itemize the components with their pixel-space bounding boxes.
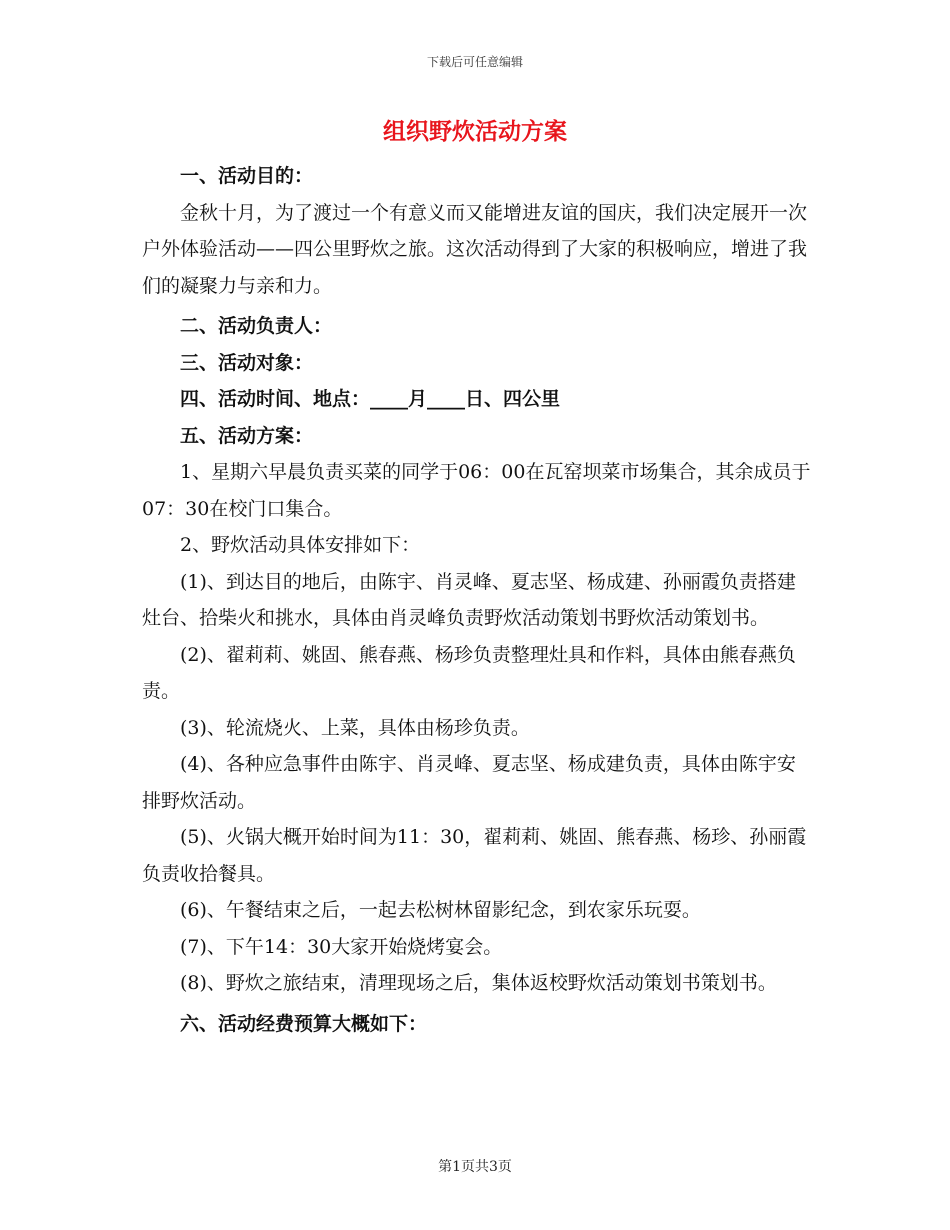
page-footer: 第1页共3页 bbox=[438, 1159, 512, 1175]
document-body bbox=[142, 158, 814, 1042]
document-title: 组织野炊活动方案 bbox=[383, 118, 567, 145]
plan-item-2: 2、野炊活动具体安排如下： bbox=[180, 534, 421, 556]
plan-item-1: 1、星期六早晨负责买菜的同学于06：00在瓦窑坝菜市场集合，其余成员于07：30在校门口集合。 bbox=[142, 461, 811, 520]
section-heading-time-place: 四、活动时间、地点：____月____日、四公里 bbox=[180, 388, 561, 410]
plan-subitem-1: (1)、到达目的地后，由陈宇、肖灵峰、夏志坚、杨成建、孙丽霞负责搭建灶台、拾柴火和挑水，具体由肖灵峰负责野炊活动策划书野炊活动策划书。 bbox=[142, 570, 796, 629]
section-heading-plan: 五、活动方案： bbox=[180, 424, 314, 447]
plan-subitem-3: (3)、轮流烧火、上菜，具体由杨珍负责。 bbox=[180, 716, 530, 739]
section-heading-purpose: 一、活动目的： bbox=[180, 165, 314, 187]
page-header: 下载后可任意编辑 bbox=[426, 55, 523, 69]
plan-subitem-8: (8)、野炊之旅结束，清理现场之后，集体返校野炊活动策划书策划书。 bbox=[180, 972, 777, 994]
section-heading-leader: 二、活动负责人： bbox=[180, 315, 333, 337]
plan-subitem-2: (2)、翟莉莉、姚固、熊春燕、杨珍负责整理灶具和作料，具体由熊春燕负责。 bbox=[142, 643, 796, 702]
plan-subitem-6: (6)、午餐结束之后，一起去松树林留影纪念，到农家乐玩耍。 bbox=[180, 899, 701, 921]
plan-subitem-5: (5)、火锅大概开始时间为11：30，翟莉莉、姚固、熊春燕、杨珍、孙丽霞负责收拾餐具。 bbox=[142, 826, 807, 885]
section-heading-target: 三、活动对象： bbox=[180, 351, 314, 374]
purpose-paragraph: 金秋十月，为了渡过一个有意义而又能增进友谊的国庆，我们决定展开一次户外体验活动——四公里野炊之旅。这次活动得到了大家的积极响应，增进了我们的凝聚力与亲和力。 bbox=[142, 201, 808, 297]
plan-subitem-7: (7)、下午14：30大家开始烧烤宴会。 bbox=[180, 935, 503, 958]
plan-subitem-4: (4)、各种应急事件由陈宇、肖灵峰、夏志坚、杨成建负责，具体由陈宇安排野炊活动。 bbox=[142, 753, 796, 812]
section-heading-budget: 六、活动经费预算大概如下： bbox=[180, 1012, 428, 1035]
